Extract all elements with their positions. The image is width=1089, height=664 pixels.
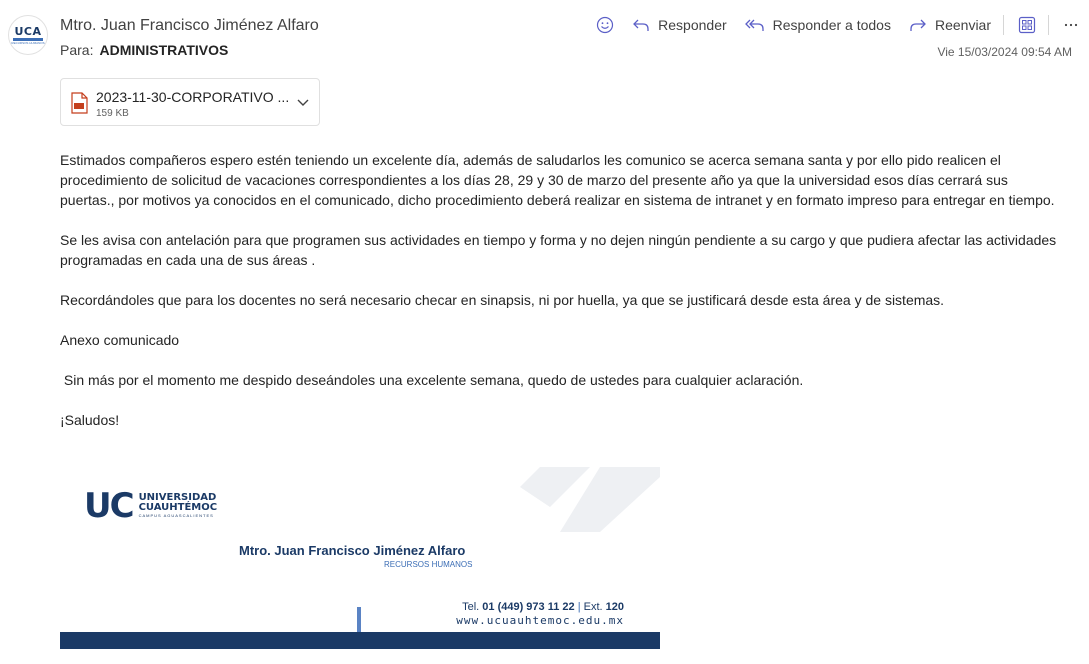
logo-line-3: CAMPUS AGUASCALIENTES [138,513,214,518]
signature-footer-bar [60,632,660,649]
reply-all-label: Responder a todos [772,17,891,33]
reply-all-icon [745,17,765,33]
signature-phone [462,601,624,613]
message-actions-toolbar [582,14,1079,36]
grid-view-icon [1018,16,1036,34]
ext-label: Ext. [583,601,603,613]
emoji-icon [596,16,614,34]
avatar-subtext: RECURSOS HUMANOS [11,40,45,45]
pdf-file-icon [70,92,88,114]
avatar-initials: UCA [14,24,42,38]
body-paragraph: Sin más por el momento me despido deseándoles una excelente semana, quedo de ustedes para cualquier aclaración. [60,372,804,388]
logo-uc: UC [84,486,133,526]
to-label: Para: [60,42,94,58]
attachment-filename: 2023-11-30-CORPORATIVO ... [96,89,290,105]
toolbar-divider [1048,15,1049,35]
sender-name[interactable]: Mtro. Juan Francisco Jiménez Alfaro [60,17,319,34]
tel-number: 01 (449) 973 11 22 [482,601,575,613]
decorative-stripes [520,467,660,537]
university-logo [84,486,218,526]
recipient-name[interactable]: ADMINISTRATIVOS [99,42,229,58]
ext-number: 120 [605,601,624,613]
attachment-card[interactable] [60,78,320,126]
chevron-down-icon[interactable] [295,94,311,110]
reply-button[interactable] [632,17,727,33]
tel-divider: | [577,601,581,613]
body-paragraph: Se les avisa con antelación para que programen sus actividades en tiempo y forma y no dejen ningún pendiente a su cargo y que pudiera afectar las actividades programadas en cada una de sus áreas . [60,232,1057,268]
signature-role: RECURSOS HUMANOS [384,560,473,569]
tel-label: Tel. [462,601,480,613]
logo-line-2: CUAUHTÉMOC [138,502,218,513]
reply-label: Responder [658,17,727,33]
more-options-icon [1063,17,1079,33]
message-date: Vie 15/03/2024 09:54 AM [937,45,1072,59]
forward-label: Reenviar [934,17,991,33]
body-paragraph: Recordándoles que para los docentes no será necesario checar en sinapsis, ni por huella, ya que se justificará desde esta área y de sistemas. [60,292,945,308]
more-actions-button[interactable] [1063,17,1079,33]
logo-line-1: UNIVERSIDAD [138,492,217,503]
body-paragraph: Estimados compañeros espero estén teniendo un excelente día, además de saludarlos les comunico se acerca semana santa y por ello pido realicen el procedimiento de solicitud de vacaciones correspondientes a los días 28, 29 y 30 de marzo del presente año ya que la universidad esos días cerrará sus puertas., por motivos ya conocidos en el comunicado, dicho procedimiento deberá realizar en sistema de intranet y en formato impreso para entregar en tiempo. [60,152,1055,208]
logo-wordmark [139,493,218,519]
message-body [60,150,1060,450]
signature-name: Mtro. Juan Francisco Jiménez Alfaro [239,543,466,558]
emoji-reaction-button[interactable] [596,16,614,34]
email-signature-image [60,467,660,649]
signature-website: www.ucuauhtemoc.edu.mx [456,614,624,627]
body-paragraph: Anexo comunicado [60,332,180,348]
immersive-reader-button[interactable] [1018,16,1036,34]
recipient-line [60,42,228,58]
sender-avatar[interactable] [8,15,48,55]
forward-icon [909,17,927,33]
toolbar-divider [1003,15,1004,35]
reply-icon [632,17,650,33]
attachment-size: 159 KB [96,108,129,119]
forward-button[interactable] [909,17,991,33]
body-paragraph: ¡Saludos! [60,412,120,428]
reply-all-button[interactable] [745,17,891,33]
